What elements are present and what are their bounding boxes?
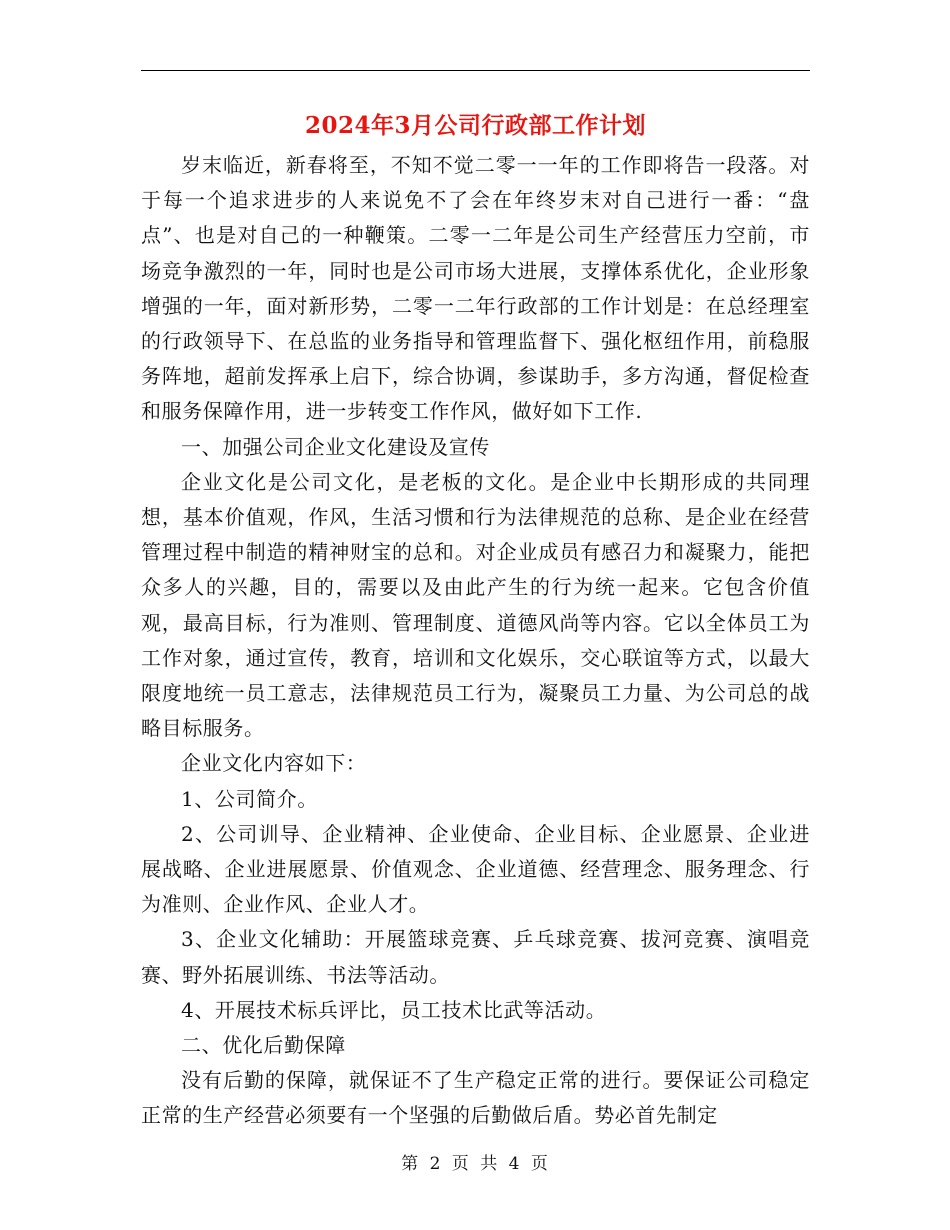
list-item-1: 1、公司简介。 (181, 786, 318, 811)
intro-paragraph: 岁末临近，新春将至，不知不觉二零一一年的工作即将告一段落。对于每一个追求进步的人来说免不了会在年终岁末对自己进行一番：“盘点”、也是对自己的一种鞭策。二零一二年是公司生产经营压力空前，市场竞争激烈的一年，同时也是公司市场大进展，支撑体系优化，企业形象增强的一年，面对新形势，二零一二年行政部的工作计划是：在总经理室的行政领导下、在总监的业务指导和管理监督下、强化枢纽作用，前稳服务阵地，超前发挥承上启下，综合协调，参谋助手，多方沟通，督促检查和服务保障作用，进一步转变工作作风，做好如下工作. (141, 153, 810, 424)
list-item-4: 4、开展技术标兵评比，员工技术比武等活动。 (181, 997, 607, 1022)
header-rule (141, 70, 810, 71)
culture-content-intro: 企业文化内容如下： (181, 751, 367, 776)
list-item-3: 3、企业文化辅助：开展篮球竞赛、乒乓球竞赛、拔河竞赛、演唱竞赛、野外拓展训练、书法等活动。 (141, 927, 810, 987)
document-title: 2024年3月公司行政部工作计划 (304, 112, 647, 139)
page-number-footer: 第 2 页 共 4 页 (401, 1154, 549, 1174)
list-item-2: 2、公司训导、企业精神、企业使命、企业目标、企业愿景、企业进展战略、企业进展愿景、价值观念、企业道德、经营理念、服务理念、行为准则、企业作风、企业人才。 (141, 821, 810, 917)
culture-paragraph: 企业文化是公司文化，是老板的文化。是企业中长期形成的共同理想，基本价值观，作风，生活习惯和行为法律规范的总称、是企业在经营管理过程中制造的精神财宝的总和。对企业成员有感召力和凝聚力，能把众多人的兴趣，目的，需要以及由此产生的行为统一起来。它包含价值观，最高目标，行为准则、管理制度、道德风尚等内容。它以全体员工为工作对象，通过宣传，教育，培训和文化娱乐，交心联谊等方式，以最大限度地统一员工意志，法律规范员工行为，凝聚员工力量、为公司总的战略目标服务。 (141, 469, 810, 741)
section-heading-culture: 一、加强公司企业文化建设及宣传 (181, 434, 490, 459)
logistics-paragraph: 没有后勤的保障，就保证不了生产稳定正常的进行。要保证公司稳定正常的生产经营必须要有一个坚强的后勤做后盾。势必首先制定 (141, 1068, 810, 1128)
section-heading-logistics: 二、优化后勤保障 (181, 1033, 346, 1058)
document-body (141, 148, 810, 1134)
